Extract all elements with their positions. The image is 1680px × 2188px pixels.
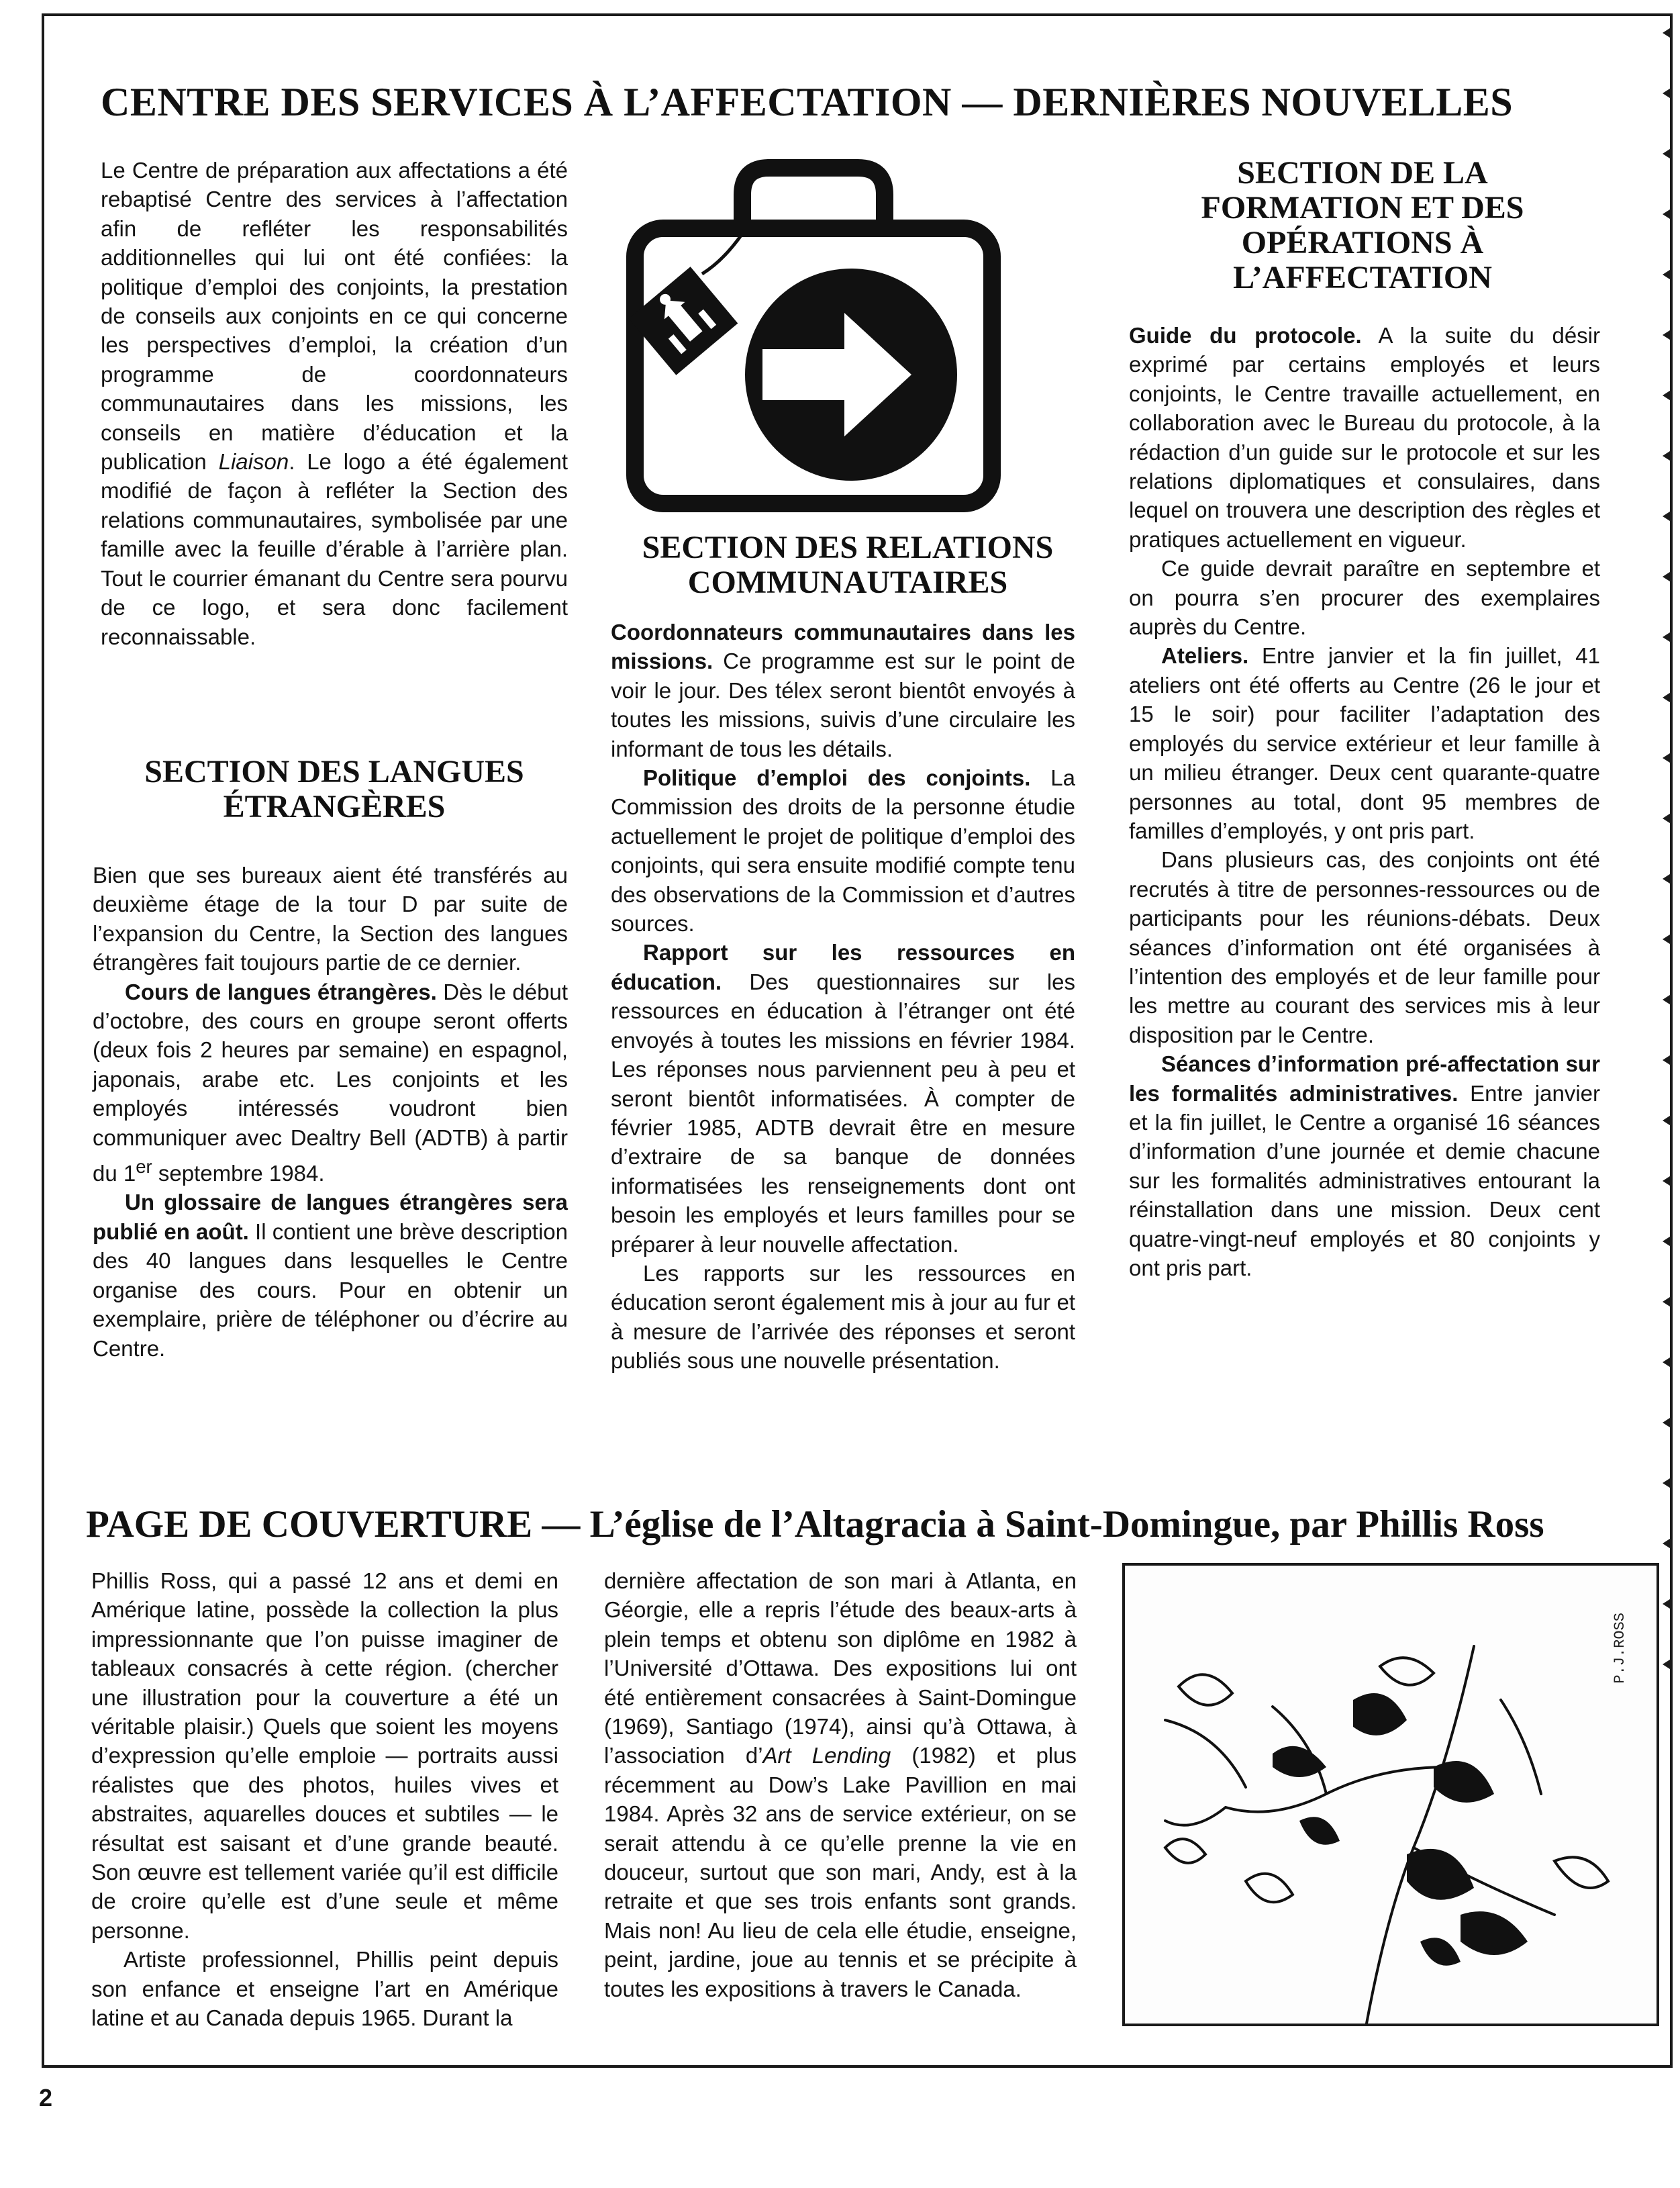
education-report-text: Des questionnaires sur les ressources en éducation à l’étranger ont été envoyés à toutes les missions en février 1984. Les réponses nous parviennent peu à peu et seront bientôt informatisées. À compter de février 1985, ADTB devrait être en mesure d’extraire de sa banque de données informatisées les renseignements dont ont besoin les employés et leurs familles pour se préparer à leur nouvelle affectation. — [611, 969, 1075, 1257]
community-column — [611, 618, 1075, 1376]
courses-text-end: septembre 1984. — [152, 1161, 325, 1186]
languages-paragraph-1: Bien que ses bureaux aient été transférés au deuxième étage de la tour D par suite de l’expansion du Centre, la Section des langues étrangères fait toujours partie de ce dernier. — [93, 863, 568, 976]
training-paragraph-1 — [1129, 321, 1600, 554]
briefcase-logo-icon — [623, 153, 1004, 516]
community-paragraph-3 — [611, 938, 1075, 1258]
cover-paragraph-3 — [604, 1566, 1077, 2003]
artist-signature: P.J.ROSS — [1612, 1613, 1628, 1684]
languages-column — [93, 861, 568, 1363]
coordinators-lead: Coordonnateurs communautaires dans les missions. — [611, 620, 1075, 674]
intro-paragraph — [101, 156, 568, 651]
training-heading-line4: L’AFFECTATION — [1233, 260, 1492, 295]
languages-heading-line2: ÉTRANGÈRES — [223, 789, 446, 824]
glossary-lead: Un glossaire de langues étrangères sera publié en août. — [93, 1190, 568, 1244]
protocol-guide-lead: Guide du protocole. — [1129, 323, 1362, 348]
glossary-text: Il contient une brève description des 40 langues dans lesquelles le Centre organise des cours. Pour en obtenir un exemplaire, prière de téléphoner ou d’écrire au Centre. — [93, 1219, 568, 1361]
cover-heading: PAGE DE COUVERTURE — L’église de l’Altagracia à Saint-Domingue, par Phillis Ross — [86, 1503, 1544, 1545]
flower-branch-icon — [1125, 1566, 1657, 2024]
community-heading — [611, 530, 1085, 600]
cover-artwork-sketch — [1122, 1563, 1659, 2026]
courses-lead: Cours de langues étrangères. — [125, 979, 437, 1004]
community-heading-line1: SECTION DES RELATIONS — [642, 530, 1054, 565]
intro-column — [101, 156, 568, 651]
spouse-policy-lead: Politique d’emploi des conjoints. — [643, 765, 1031, 791]
community-paragraph-4: Les rapports sur les ressources en éducation seront également mis à jour au fur et à mesure de l’arrivée des réponses et seront publiés sous une nouvelle présentation. — [611, 1260, 1075, 1374]
training-heading-line1: SECTION DE LA — [1237, 155, 1488, 191]
workshops-text: Entre janvier et la fin juillet, 41 ateliers ont été offerts au Centre (26 le jour et 15 le soir) pour faciliter l’adaptation des employés du service extérieur et leur famille à un milieu étranger. Deux cent quarante-quatre personnes au total, dont 95 membres de familles d’employés, y ont pris part. — [1129, 643, 1600, 843]
liaison-title: Liaison — [218, 449, 289, 475]
training-paragraph-5 — [1129, 1049, 1600, 1282]
cover-paragraph-2: Artiste professionnel, Phillis peint depuis son enfance et enseigne l’art en Amérique latine et au Canada depuis 1965. Durant la — [91, 1947, 558, 2031]
training-paragraph-2: Ce guide devrait paraître en septembre et on pourra s’en procurer des exemplaires auprès du Centre. — [1129, 556, 1600, 640]
cover-paragraph-1: Phillis Ross, qui a passé 12 ans et demi en Amérique latine, possède la collection la plus impressionnante que l’on puisse imaginer de tableaux consacrés à cette région. (chercher une illustration pour la couverture a été un véritable plaisir.) Quels que soient les moyens d’expression qu’elle emploie — portraits aussi réalistes que des photos, huiles vives et abstraites, aquarelles douces et subtiles — le résultat est saisant et d’une grande beauté. Son œuvre est tellement variée qu’il est difficile de croire qu’elle est d’une seule et même personne. — [91, 1568, 558, 1943]
training-heading — [1107, 156, 1618, 295]
training-heading-line3: OPÉRATIONS À — [1241, 225, 1484, 260]
cover-text-a: dernière affectation de son mari à Atlanta, en Géorgie, elle a repris l’étude des beaux-arts à plein temps et obtenu son diplôme en 1982 à l’Université d’Ottawa. Des expositions lui ont été entièrement consacrées à Saint-Domingue (1969), Santiago (1974), ainsi qu’à Ottawa, à l’association d’ — [604, 1568, 1077, 1768]
main-title: CENTRE DES SERVICES À L’AFFECTATION — DERNIÈRES NOUVELLES — [101, 80, 1514, 124]
courses-sup: er — [136, 1156, 152, 1178]
cover-column-1 — [91, 1566, 558, 2033]
spouse-policy-text: La Commission des droits de la personne étudie actuellement le projet de politique d’emploi des conjoints, qui sera ensuite modifié compte tenu des observations de la Commission et d’autres sources. — [611, 765, 1075, 937]
cover-text-b: (1982) et plus récemment au Dow’s Lake Pavillion en mai 1984. Après 32 ans de service extérieur, on se serait attendu à ce qu’elle prenne la vie en douceur, surtout que son mari, Andy, est à la retraite et que ses trois enfants sont grands. Mais non! Au lieu de cela elle étudie, enseigne, peint, jardine, joue au tennis et se précipite à toutes les expositions à travers le Canada. — [604, 1743, 1077, 2001]
binding-strip — [1656, 27, 1676, 1692]
art-lending-name: Art Lending — [762, 1743, 891, 1768]
education-report-lead: Rapport sur les ressources en éducation. — [611, 940, 1075, 994]
workshops-lead: Ateliers. — [1161, 643, 1249, 669]
languages-heading-line1: SECTION DES LANGUES — [144, 754, 524, 790]
training-paragraph-4: Dans plusieurs cas, des conjoints ont été recrutés à titre de personnes-ressources ou de participants pour les réunions-débats. Deux séances d’information ont été organisées à l’intention des employés et de leur famille pour les mettre au courant des services mis à leur disposition par le Centre. — [1129, 847, 1600, 1047]
training-column — [1129, 321, 1600, 1282]
courses-text: Dès le début d’octobre, des cours en groupe seront offerts (deux fois 2 heures par semaine) en espagnol, japonais, arabe etc. Les conjoints et les employés intéressés voudront bien communiquer avec Dealtry Bell (ADTB) à partir du 1 — [93, 979, 568, 1186]
intro-text: Le Centre de préparation aux affectations a été rebaptisé Centre des services à l’affectation afin de refléter les responsabilités additionnelles qui lui ont été confiées: la politique d’emploi des conjoints, la prestation de conseils aux conjoints en ce qui concerne les perspectives d’emploi, la création d’un programme de coordonnateurs communautaires dans les missions, les conseils en matière d’éducation et la publication — [101, 158, 568, 475]
briefings-lead: Séances d’information pré-affectation sur les formalités administratives. — [1129, 1051, 1600, 1106]
community-paragraph-1 — [611, 618, 1075, 763]
community-paragraph-2 — [611, 763, 1075, 938]
languages-paragraph-2 — [93, 978, 568, 1188]
page-number: 2 — [39, 2084, 53, 2111]
protocol-guide-text: A la suite du désir exprimé par certains employés et leurs conjoints, le Centre travaille actuellement, en collaboration avec le Bureau du protocole, à la rédaction d’un guide sur le protocole et sur les relations diplomatiques et consulaires, dans lequel on trouvera une description des règles et pratiques actuellement en vigueur. — [1129, 323, 1600, 552]
cover-column-2 — [604, 1566, 1077, 2003]
languages-heading — [101, 755, 568, 824]
training-heading-line2: FORMATION ET DES — [1201, 190, 1524, 226]
briefings-text: Entre janvier et la fin juillet, le Centre a organisé 16 séances d’information d’une journée et demie chacune sur les formalités administratives entourant la réinstallation dans une mission. Deux cent quatre-vingt-neuf employés et 80 conjoints y ont pris part. — [1129, 1080, 1600, 1280]
languages-paragraph-3 — [93, 1188, 568, 1362]
intro-text-cont: . Le logo a été également modifié de façon à refléter la Section des relations communautaires, symbolisée par une famille avec la feuille d’érable à l’arrière plan. Tout le courrier émanant du Centre sera pourvu de ce logo, et sera donc facilement reconnaissable. — [101, 449, 568, 649]
community-heading-line2: COMMUNAUTAIRES — [687, 565, 1008, 600]
training-paragraph-3 — [1129, 641, 1600, 845]
coordinators-text: Ce programme est sur le point de voir le jour. Des télex seront bientôt envoyés à toutes les missions, suivis d’une circulaire les informant de tous les détails. — [611, 649, 1075, 761]
